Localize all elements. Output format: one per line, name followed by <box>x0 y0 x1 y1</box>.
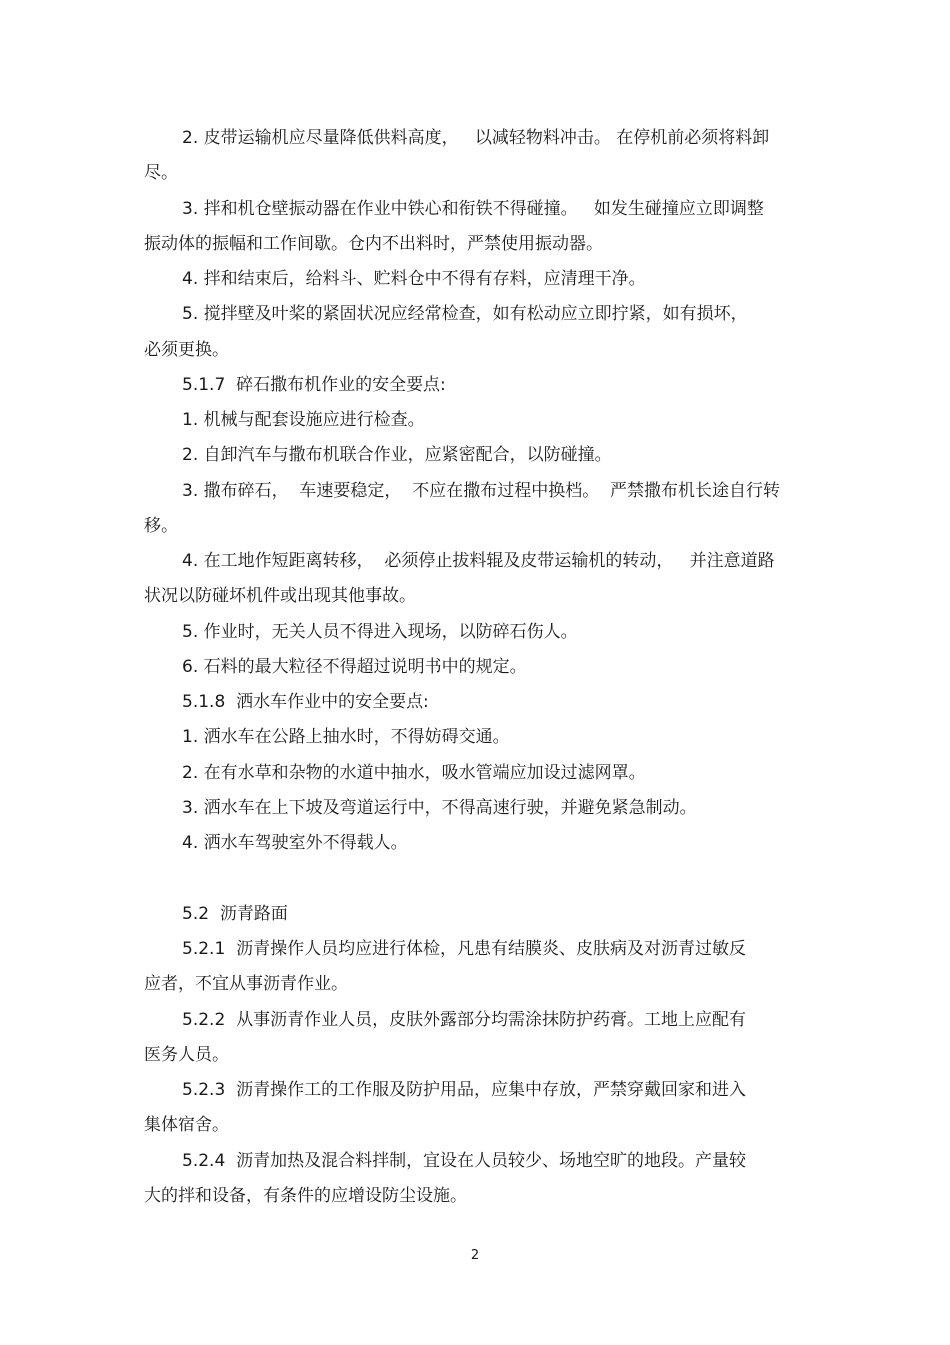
text-line: 5.2.4 沥青加热及混合料拌制，宜设在人员较少、场地空旷的地段。产量较 <box>182 1151 747 1171</box>
text-line: 状况以防碰坏机件或出现其他事故。 <box>144 586 416 606</box>
text-line: 4. 洒水车驾驶室外不得载人。 <box>182 833 408 853</box>
text-line: 2. 皮带运输机应尽量降低供料高度， 以减轻物料冲击。 在停机前必须将料卸 <box>182 128 770 148</box>
text-line: 振动体的振幅和工作间歇。仓内不出料时，严禁使用振动器。 <box>144 234 603 254</box>
text-line: 移。 <box>144 516 178 536</box>
text-line: 集体宿舍。 <box>144 1115 229 1135</box>
text-line: 4. 拌和结束后，给料斗、贮料仓中不得有存料，应清理干净。 <box>182 269 646 289</box>
text-line: 应者，不宜从事沥青作业。 <box>144 974 348 994</box>
text-line: 1. 洒水车在公路上抽水时，不得妨碍交通。 <box>182 727 510 747</box>
text-line: 大的拌和设备，有条件的应增设防尘设施。 <box>144 1186 467 1206</box>
text-line: 必须更换。 <box>144 340 229 360</box>
text-line: 2. 在有水草和杂物的水道中抽水，吸水管端应加设过滤网罩。 <box>182 763 646 783</box>
section-heading: 5.2 沥青路面 <box>182 904 288 924</box>
text-line: 医务人员。 <box>144 1045 229 1065</box>
section-heading: 5.1.8 洒水车作业中的安全要点: <box>182 692 429 712</box>
page-number: 2 <box>470 1248 480 1263</box>
text-line: 3. 拌和机仓壁振动器在作业中铁心和衔铁不得碰撞。 如发生碰撞应立即调整 <box>182 199 764 219</box>
text-line: 6. 石料的最大粒径不得超过说明书中的规定。 <box>182 657 527 677</box>
text-line: 2. 自卸汽车与撒布机联合作业，应紧密配合，以防碰撞。 <box>182 445 612 465</box>
text-line: 5. 作业时，无关人员不得进入现场，以防碎石伤人。 <box>182 622 578 642</box>
text-line: 5.2.3 沥青操作工的工作服及防护用品，应集中存放，严禁穿戴回家和进入 <box>182 1080 747 1100</box>
text-line: 5.2.1 沥青操作人员均应进行体检，凡患有结膜炎、皮肤病及对沥青过敏反 <box>182 939 747 959</box>
text-line: 1. 机械与配套设施应进行检查。 <box>182 410 425 430</box>
text-line: 5. 搅拌壁及叶桨的紧固状况应经常检查，如有松动应立即拧紧，如有损坏， <box>182 304 748 324</box>
text-line: 4. 在工地作短距离转移， 必须停止拔料辊及皮带运输机的转动， 并注意道路 <box>182 551 775 571</box>
text-line: 5.2.2 从事沥青作业人员，皮肤外露部分均需涂抹防护药膏。工地上应配有 <box>182 1010 747 1030</box>
text-line: 3. 撒布碎石， 车速要稳定， 不应在撒布过程中换档。 严禁撒布机长途自行转 <box>182 481 781 501</box>
section-heading: 5.1.7 碎石撒布机作业的安全要点: <box>182 375 446 395</box>
text-line: 3. 洒水车在上下坡及弯道运行中，不得高速行驶，并避免紧急制动。 <box>182 798 697 818</box>
text-line: 尽。 <box>144 163 178 183</box>
